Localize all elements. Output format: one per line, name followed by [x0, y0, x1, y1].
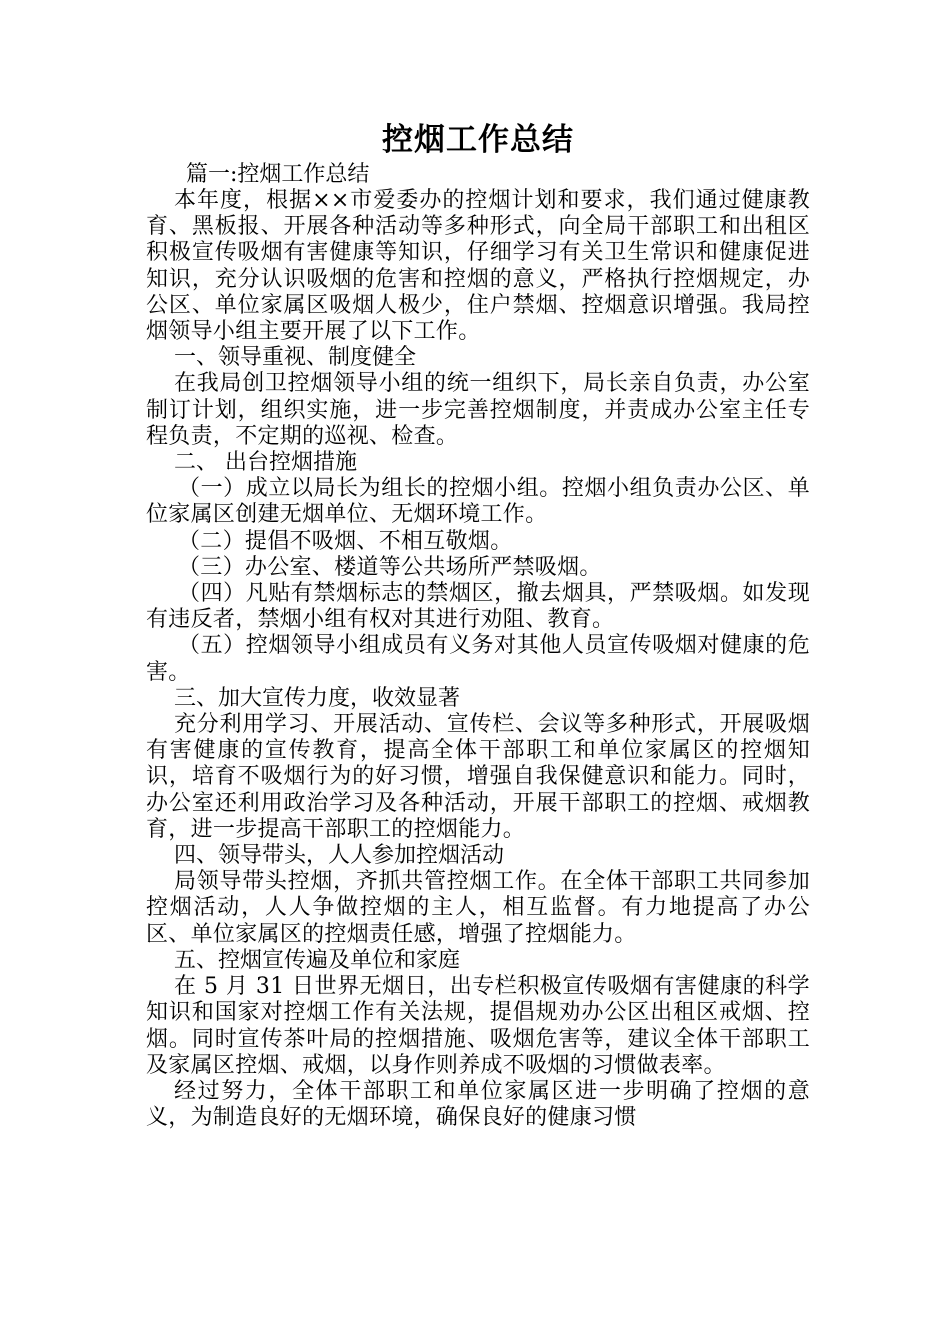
section-2-heading: 二、 出台控烟措施 [174, 450, 357, 476]
section-2-item-1: （一）成立以局长为组长的控烟小组。控烟小组负责办公区、单位家属区创建无烟单位、无烟环境工作。 [146, 476, 810, 528]
section-2-item-3: （三）办公室、楼道等公共场所严禁吸烟。 [178, 554, 602, 580]
section-3-body: 充分利用学习、开展活动、宣传栏、会议等多种形式，开展吸烟有害健康的宣传教育，提高全体干部职工和单位家属区的控烟知识，培育不吸烟行为的好习惯，增强自我保健意识和能力。同时，办公室还利用政治学习及各种活动，开展干部职工的控烟、戒烟教育，进一步提高干部职工的控烟能力。 [146, 712, 810, 842]
section-2-item-4: （四）凡贴有禁烟标志的禁烟区，撤去烟具，严禁吸烟。如发现有违反者，禁烟小组有权对其进行劝阻、教育。 [146, 581, 810, 633]
document-subtitle: 篇一:控烟工作总结 [186, 162, 370, 187]
section-5-heading: 五、控烟宣传遍及单位和家庭 [174, 947, 461, 973]
intro-paragraph: 本年度，根据××市爱委办的控烟计划和要求，我们通过健康教育、黑板报、开展各种活动等多种形式，向全局干部职工和出租区积极宣传吸烟有害健康等知识，仔细学习有关卫生常识和健康促进知识，充分认识吸烟的危害和控烟的意义，严格执行控烟规定，办公区、单位家属区吸烟人极少，住户禁烟、控烟意识增强。我局控烟领导小组主要开展了以下工作。 [146, 188, 810, 345]
section-4-heading: 四、领导带头，人人参加控烟活动 [174, 843, 505, 869]
section-3-heading: 三、加大宣传力度，收效显著 [174, 685, 461, 711]
document-title: 控烟工作总结 [382, 122, 574, 158]
section-2-item-5: （五）控烟领导小组成员有义务对其他人员宣传吸烟对健康的危害。 [146, 633, 810, 685]
section-1-body: 在我局创卫控烟领导小组的统一组织下，局长亲自负责，办公室制订计划，组织实施，进一步完善控烟制度，并责成办公室主任专程负责，不定期的巡视、检查。 [146, 371, 810, 449]
closing-paragraph: 经过努力，全体干部职工和单位家属区进一步明确了控烟的意义，为制造良好的无烟环境，确保良好的健康习惯 [146, 1078, 810, 1131]
document-body [146, 118, 810, 1131]
section-1-heading: 一、领导重视、制度健全 [174, 345, 417, 371]
section-4-body: 局领导带头控烟，齐抓共管控烟工作。在全体干部职工共同参加控烟活动，人人争做控烟的主人，相互监督。有力地提高了办公区、单位家属区的控烟责任感，增强了控烟能力。 [146, 869, 810, 947]
section-2-item-2: （二）提倡不吸烟、不相互敬烟。 [178, 528, 513, 554]
section-5-body: 在 5 月 31 日世界无烟日，出专栏积极宣传吸烟有害健康的科学知识和国家对控烟工作有关法规，提倡规劝办公区出租区戒烟、控烟。同时宣传茶叶局的控烟措施、吸烟危害等，建议全体干部职工及家属区控烟、戒烟，以身作则养成不吸烟的习惯做表率。 [146, 974, 810, 1078]
